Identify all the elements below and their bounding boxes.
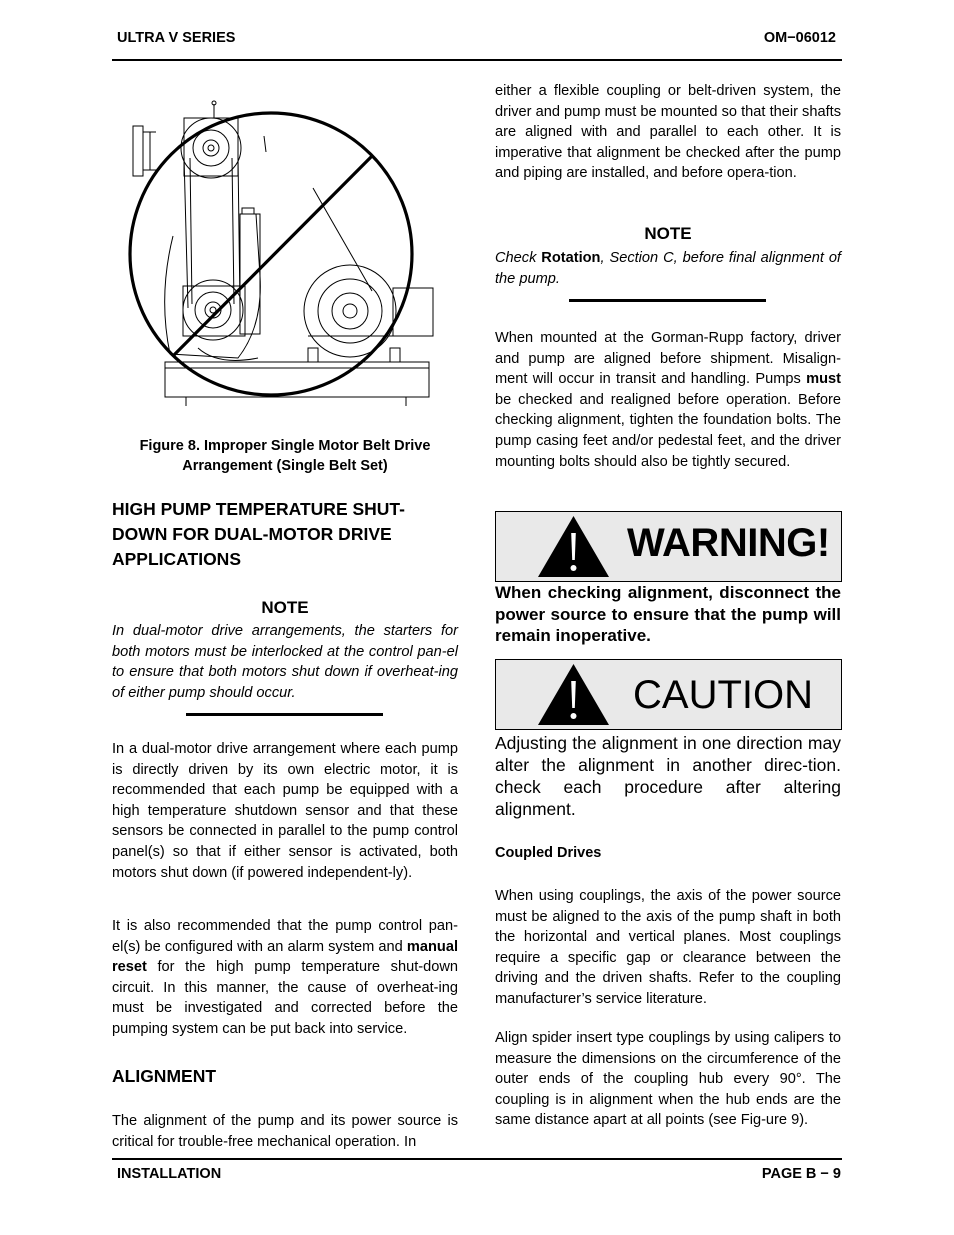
- paragraph-spider-insert: Align spider insert type couplings by using calipers to measure the dimensions on the circumference of the outer ends of the coupling hub every 90°. The coupling is in alignment when the hub ends are the same distance apart at all points (see Fig-ure 9).: [495, 1030, 841, 1129]
- paragraph-dual-motor: In a dual-motor drive arrangement where each pump is directly driven by its own electric motor, it is recommended that each pump be equipped with a high temperature shutdown sensor and that these sensors be connected in parallel to the pump control panel(s) so that if either sensor is activated, both motors shut down (if powered independent-ly).: [112, 741, 458, 881]
- right-note-text: [495, 248, 841, 289]
- caution-triangle-icon: [537, 663, 610, 726]
- heading-alignment: ALIGNMENT: [112, 1066, 217, 1086]
- warning-text: When checking alignment, disconnect the power source to ensure that the pump will remain inoperative.: [495, 583, 841, 645]
- caution-box: [495, 659, 842, 730]
- footer-page-number: PAGE B − 9: [761, 1166, 841, 1182]
- must-emphasis: must: [806, 371, 841, 388]
- paragraph-factory-part1: When mounted at the Gorman-Rupp factory, driver and pump are aligned before shipment. Misalign-ment will occur in transit and handling. Pumps: [495, 330, 841, 388]
- belt-drive-illustration: [128, 96, 438, 408]
- left-note-text: In dual-motor drive arrangements, the starters for both motors must be interlocked at the control pan-el to ensure that both motors shut down if overheat-ing of either pump should occur.: [112, 623, 458, 701]
- figure-caption-line1: Figure 8. Improper Single Motor Belt Drive: [139, 438, 431, 454]
- paragraph-control-panel-part2: for the high pump temperature shut-down circuit. In this manner, the cause of overheat-ing must be investigated and corrected before the pumping system can be put back into service.: [112, 959, 458, 1037]
- footer-section: INSTALLATION: [117, 1166, 222, 1182]
- figure-caption: [112, 436, 458, 476]
- warning-label: WARNING!: [627, 521, 830, 565]
- paragraph-couplings: When using couplings, the axis of the power source must be aligned to the axis of the pump shaft in both the horizontal and vertical planes. Most couplings require a specific gap or clearance between the driving and the driven shafts. Refer to the coupling manufacturer’s service literature.: [495, 888, 841, 1007]
- subheading-coupled-drives: Coupled Drives: [495, 845, 602, 861]
- manual-reset-emphasis: manual reset: [112, 938, 458, 976]
- figure-caption-line2: Arrangement (Single Belt Set): [182, 458, 388, 474]
- header-series: ULTRA V SERIES: [117, 30, 236, 46]
- paragraph-control-panel-part1: It is also recommended that the pump control pan-el(s) be configured with an alarm system and: [112, 918, 458, 955]
- paragraph-control-panel: [112, 916, 458, 1040]
- paragraph-factory-part2: be checked and realigned before operation. Before checking alignment, tighten the foundation bolts. The pump casing feet and/or pedestal feet, and the driver mounting bolts should also be tightly secured.: [495, 391, 841, 470]
- right-note-title: NOTE: [644, 224, 692, 243]
- paragraph-factory-alignment: [495, 328, 841, 472]
- header-doc-number: OM−06012: [763, 30, 836, 46]
- heading-shutdown: HIGH PUMP TEMPERATURE SHUT-DOWN FOR DUAL-MOTOR DRIVE APPLICATIONS: [112, 499, 405, 569]
- left-note-title: NOTE: [261, 598, 309, 617]
- caution-text: Adjusting the alignment in one direction may alter the alignment in another direc-tion. check each procedure after altering alignment.: [495, 733, 841, 819]
- warning-box: [495, 511, 842, 582]
- footer-rule: [112, 1158, 842, 1160]
- right-note-rule: [569, 299, 766, 302]
- paragraph-alignment-intro: The alignment of the pump and its power source is critical for trouble-free mechanical operation. In: [112, 1113, 458, 1150]
- left-note-rule: [186, 713, 383, 716]
- right-note-part2: , Section C, before final alignment of the pump.: [495, 250, 841, 287]
- header-rule: [112, 59, 842, 61]
- caution-label: CAUTION: [633, 673, 813, 717]
- rotation-emphasis: Rotation: [541, 250, 601, 266]
- warning-triangle-icon: [537, 515, 610, 578]
- right-note-part1: Check: [495, 250, 542, 266]
- paragraph-alignment-continued: either a flexible coupling or belt-driven system, the driver and pump must be mounted so that their shafts are aligned with and parallel to each other. It is imperative that alignment be checked after the pump and piping are installed, and before opera-tion.: [495, 83, 841, 182]
